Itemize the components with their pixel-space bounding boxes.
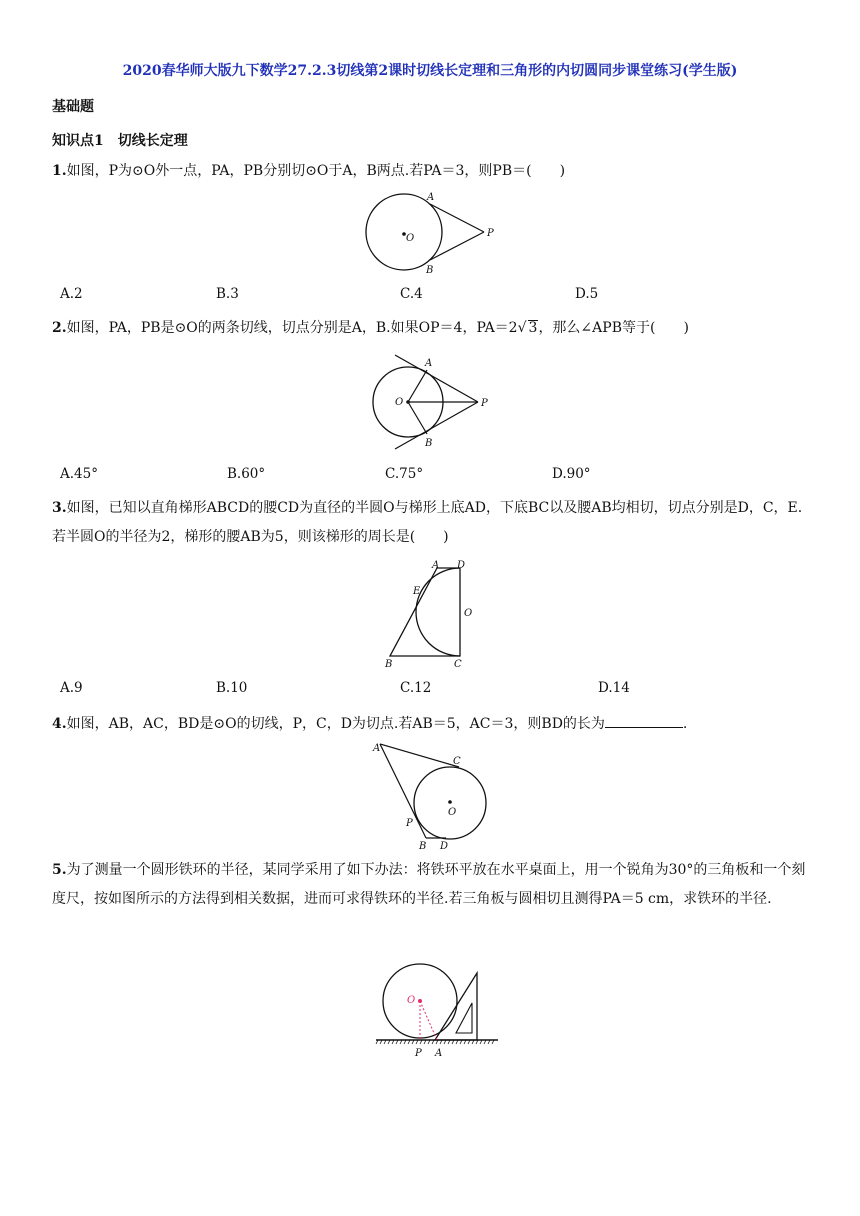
circle-o [366,194,442,270]
figure-q3 [380,558,490,670]
sqrt-value: 3 [528,320,538,336]
option-d[interactable]: D.90° [552,466,591,482]
label-a: A [427,192,435,203]
option-d[interactable]: D.5 [575,286,599,302]
question-text-after: ，那么∠APB等于( ) [538,320,689,336]
question-5 [52,856,812,914]
label-b: B [385,659,393,670]
figure-q4 [370,738,495,850]
label-b: B [425,438,433,449]
figure-q1 [360,188,500,278]
section-knowledge-point-1: 知识点1 切线长定理 [52,133,188,149]
option-d[interactable]: D.14 [598,680,630,696]
label-c: C [453,756,461,767]
label-e: E [413,586,421,597]
tangent-pa [430,204,484,232]
tangent-pa-ext [395,355,478,402]
question-text: 如图，P为⊙O外一点，PA，PB分别切⊙O于A，B两点.若PA＝3，则PB＝( ) [66,163,566,179]
label-o: O [448,807,457,818]
label-a: A [425,358,433,369]
label-a: A [435,1048,443,1059]
label-p: P [406,818,413,829]
center-dot [418,999,422,1003]
label-d: D [457,560,466,571]
question-number: 2. [52,320,67,336]
options-q1 [60,286,820,306]
option-a[interactable]: A.45° [60,466,98,482]
label-a: A [432,560,440,571]
question-number: 5. [52,862,67,878]
segment-oa [420,1001,437,1040]
semicircle-o [416,568,460,656]
answer-blank[interactable] [605,713,683,728]
sqrt-sign: √ [517,320,527,336]
trapezoid-abcd [390,568,460,656]
label-b: B [419,841,427,852]
question-1 [52,157,812,186]
label-p: P [487,228,494,239]
figure-q2 [370,352,500,452]
question-4 [52,710,812,739]
option-c[interactable]: C.4 [400,286,423,302]
label-b: B [426,265,434,276]
center-dot [448,800,452,804]
options-q2 [60,466,820,486]
segment-oa [408,370,427,402]
option-b[interactable]: B.3 [216,286,239,302]
option-a[interactable]: A.2 [60,286,83,302]
question-number: 1. [52,163,67,179]
option-c[interactable]: C.12 [400,680,432,696]
tangent-pb [430,232,484,260]
label-o: O [464,608,473,619]
label-p: P [415,1048,422,1059]
question-3 [52,494,812,552]
question-text-before: 如图，PA，PB是⊙O的两条切线，切点分别是A，B.如果OP＝4，PA＝2 [66,320,518,336]
options-q3 [60,680,820,700]
question-text: 如图，已知以直角梯形ABCD的腰CD为直径的半圆O与梯形上底AD，下底BC以及腰AB均相切，切点分别是D，C，E.若半圆O的半径为2，梯形的腰AB为5，则该梯形的周长是( ) [52,500,803,545]
segment-ob [408,402,427,434]
label-p: P [481,398,488,409]
option-b[interactable]: B.60° [227,466,266,482]
tangent-ab [380,744,426,838]
tangent-pb-ext [395,402,478,449]
question-end: . [682,716,688,732]
option-b[interactable]: B.10 [216,680,248,696]
label-o: O [407,995,416,1006]
label-o: O [406,233,415,244]
label-c: C [454,659,462,670]
option-c[interactable]: C.75° [385,466,424,482]
question-text: 为了测量一个圆形铁环的半径，某同学采用了如下办法：将铁环平放在水平桌面上，用一个锐角为30°的三角板和一个刻度尺，按如图所示的方法得到相关数据，进而可求得铁环的半径.若三角板与圆相切且测得PA＝5 cm，求铁环的半径. [52,862,806,907]
tangent-ac [380,744,459,767]
option-a[interactable]: A.9 [60,680,83,696]
set-square-inner [456,1003,472,1033]
label-a: A [373,743,381,754]
question-text: 如图，AB，AC，BD是⊙O的切线，P，C，D为切点.若AB＝5，AC＝3，则BD的长为 [66,716,605,732]
section-basic: 基础题 [52,99,94,115]
question-number: 4. [52,716,67,732]
question-2 [52,314,812,343]
question-number: 3. [52,500,67,516]
page-title: 2020春华师大版九下数学27.2.3切线第2课时切线长定理和三角形的内切圆同步课堂练习(学生版) [122,63,738,79]
label-o: O [395,397,404,408]
figure-q5 [372,965,502,1065]
center-dot [406,400,410,404]
label-d: D [440,841,449,852]
